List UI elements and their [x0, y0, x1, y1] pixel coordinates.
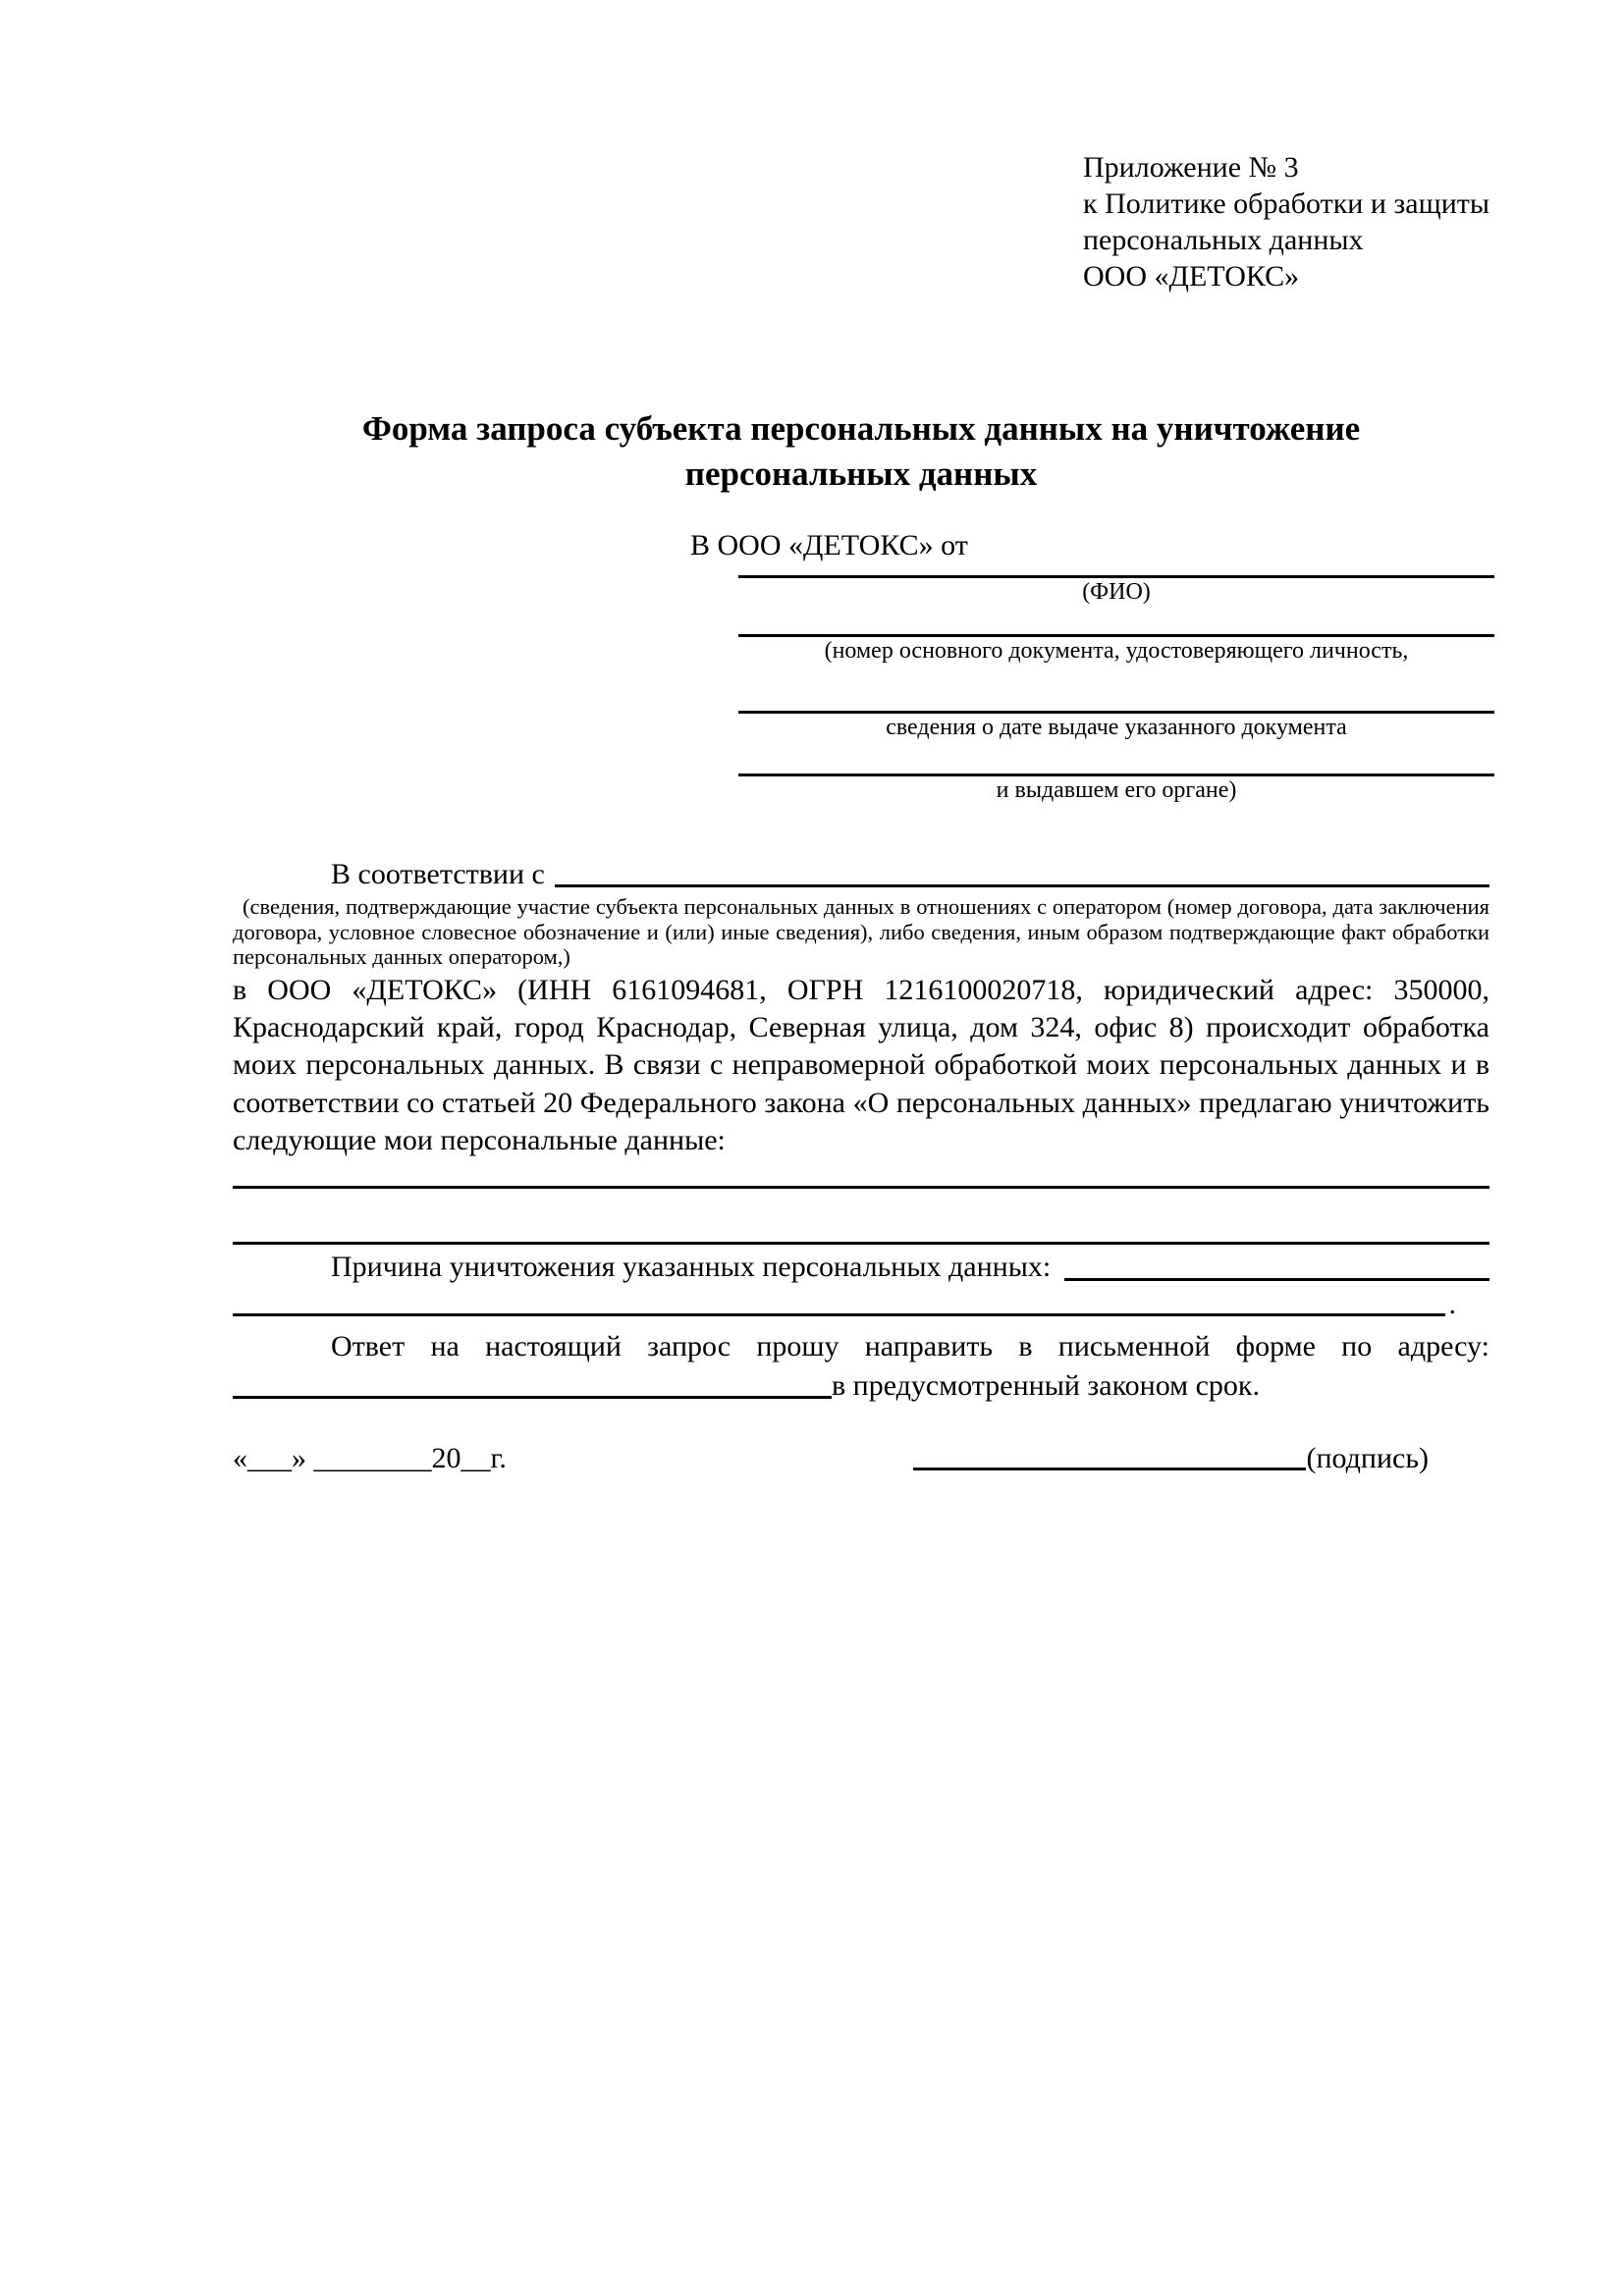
issuing-authority-blank-line [738, 741, 1494, 776]
signature-row [233, 1439, 1489, 1478]
response-suffix: в предусмотренный законом срок. [832, 1368, 1260, 1402]
issuing-authority-caption: и выдавшем его органе) [996, 777, 1237, 803]
document-content [233, 0, 1489, 1478]
fio-caption: (ФИО) [1082, 579, 1151, 605]
id-document-caption: (номер основного документа, удостоверяющего личность, [824, 638, 1409, 664]
accordance-label: В соответствии с [331, 858, 545, 890]
appendix-block [1083, 149, 1489, 294]
data-blank-line-2 [233, 1189, 1489, 1245]
signature-blank-line [913, 1439, 1306, 1470]
addressee-line: В ООО «ДЕТОКС» от [690, 529, 968, 561]
page-title-line-2: персональных данных [684, 454, 1038, 493]
reason-row [233, 1249, 1489, 1286]
appendix-line-1: Приложение № 3 [1083, 151, 1299, 184]
reason-blank-line-2 [233, 1313, 1445, 1316]
appendix-line-2: к Политике обработки и защиты [1083, 187, 1490, 220]
page-title [233, 406, 1489, 497]
address-blank-line [233, 1366, 832, 1399]
accordance-blank-line [555, 855, 1489, 887]
appendix-line-3: персональных данных [1083, 224, 1364, 256]
reason-label: Причина уничтожения указанных персональных данных: [331, 1250, 1052, 1283]
id-document-blank-line [738, 606, 1494, 637]
body-paragraph: в ООО «ДЕТОКС» (ИНН 6161094681, ОГРН 1216100020718, юридический адрес: 350000, Краснодарский край, город Краснодар, Северная улица, дом 324, офис 8) происходит обработка моих персональных данных. В связи с неправомерной обработкой моих персональных данных и в соответствии со статьей 20 Федерального закона «О персональных данных» предлагаю уничтожить следующие мои персональные данные: [233, 973, 1489, 1157]
issue-date-caption: сведения о дате выдаче указанного документа [886, 715, 1347, 740]
data-blank-line-1 [233, 1160, 1489, 1189]
signature-group [913, 1439, 1429, 1478]
accordance-footnote: (сведения, подтверждающие участие субъекта персональных данных в отношениях с оператором (номер договора, дата заключения договора, условное словесное обозначение и (или) иные сведения), либо сведения, иным образом подтверждающие факт обработки персональных данных оператором,) [233, 894, 1489, 969]
page-title-line-1: Форма запроса субъекта персональных данных на уничтожение [361, 409, 1361, 448]
fio-blank-line [738, 565, 1494, 578]
sentence-period: . [1448, 1287, 1456, 1320]
appendix-line-4: ООО «ДЕТОКС» [1083, 260, 1300, 293]
response-address-row [233, 1366, 1489, 1406]
signature-caption: (подпись) [1306, 1441, 1429, 1474]
reason-continuation-row [233, 1286, 1489, 1321]
date-blank: «___» ________20__г. [233, 1441, 507, 1474]
issue-date-blank-line [738, 665, 1494, 714]
addressee-fields [738, 565, 1494, 804]
response-request-line: Ответ на настоящий запрос прошу направить в письменной форме по адресу: [331, 1329, 1489, 1362]
reason-blank-line [1064, 1249, 1489, 1281]
accordance-row [233, 855, 1489, 894]
